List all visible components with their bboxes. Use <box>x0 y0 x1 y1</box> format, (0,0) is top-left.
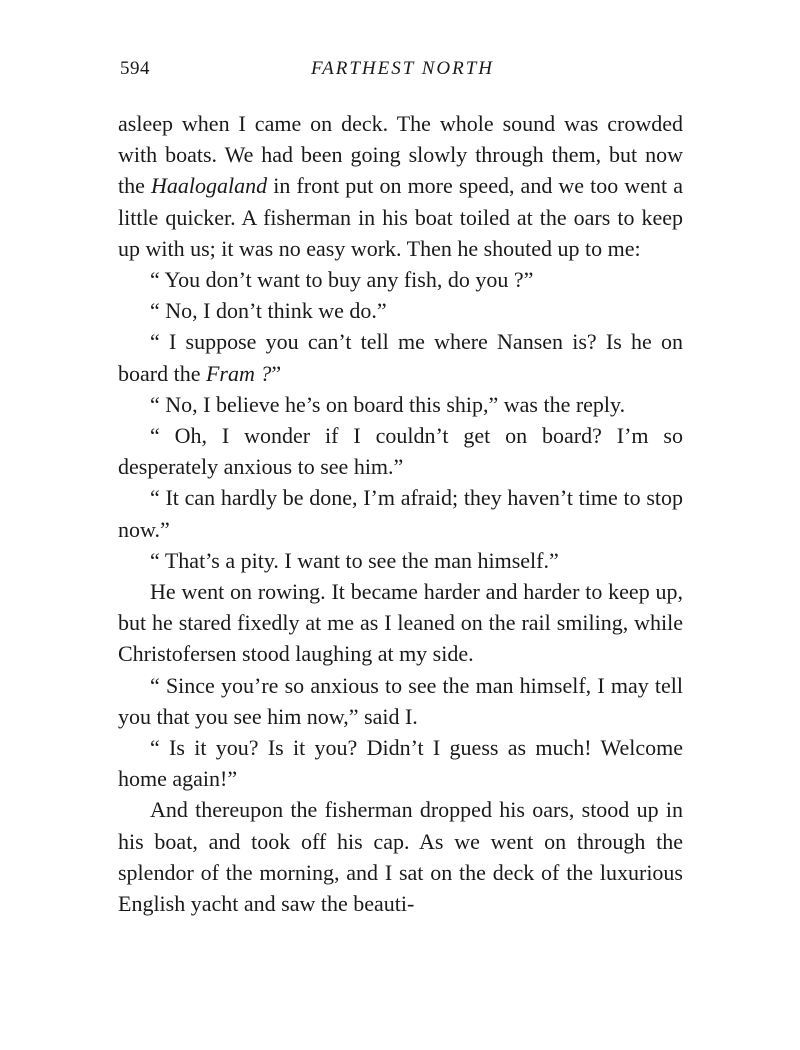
paragraph: “ I suppose you can’t tell me where Nansen is? Is he on board the Fram ?” <box>118 329 683 386</box>
paragraph: “ No, I believe he’s on board this ship,” was the reply. <box>150 391 626 417</box>
paragraph: And thereupon the fisherman dropped his oars, stood up in his boat, and took off his cap. As we went on through the splendor of the morning, and I sat on the deck of the luxurious English yacht and saw the beauti- <box>118 797 683 917</box>
paragraph: “ No, I don’t think we do.” <box>150 298 387 324</box>
paragraph: asleep when I came on deck. The whole sound was crowded with boats. We had been going slowly through them, but now the Haalogaland in front put on more speed, and we too went a little quicker. A fisherman in his boat toiled at the oars to keep up with us; it was no easy work. Then he shouted up to me: <box>118 111 683 261</box>
body-text <box>118 108 683 919</box>
running-title: FARTHEST NORTH <box>310 58 495 79</box>
paragraph: He went on rowing. It became harder and harder to keep up, but he stared fixedly at me as I leaned on the rail smiling, while Christofersen stood laughing at my side. <box>118 579 683 667</box>
paragraph: “ You don’t want to buy any fish, do you ?” <box>150 267 534 293</box>
page-number: 594 <box>120 58 150 79</box>
paragraph: “ It can hardly be done, I’m afraid; they haven’t time to stop now.” <box>118 485 683 542</box>
paragraph: “ That’s a pity. I want to see the man himself.” <box>150 547 559 573</box>
paragraph: “ Is it you? Is it you? Didn’t I guess as much! Welcome home again!” <box>118 735 683 792</box>
page-header <box>120 58 685 88</box>
paragraph: “ Oh, I wonder if I couldn’t get on board? I’m so desperately anxious to see him.” <box>118 423 683 480</box>
paragraph: “ Since you’re so anxious to see the man himself, I may tell you that you see him now,” said I. <box>118 672 683 729</box>
